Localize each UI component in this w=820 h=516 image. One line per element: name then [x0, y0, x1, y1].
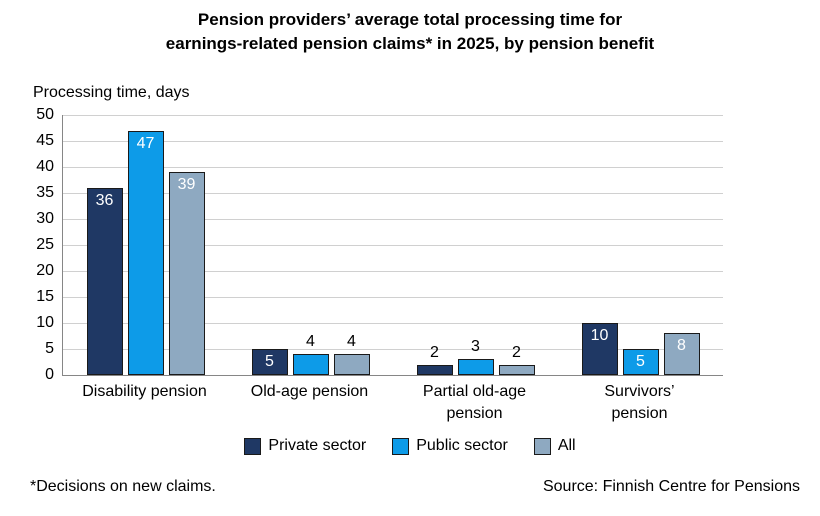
plot-area: [0, 106, 820, 385]
bar-value-label: 36: [95, 191, 114, 209]
bar-group: [252, 115, 370, 375]
bar: [87, 188, 123, 375]
y-axis-tick-label: 0: [45, 366, 54, 383]
bar: [334, 354, 370, 375]
bar-series-container: [63, 115, 723, 375]
bar: [499, 365, 535, 375]
y-axis-tick-labels: [0, 106, 62, 383]
bar: [293, 354, 329, 375]
legend-swatch: [534, 438, 551, 455]
x-axis-label-line: pension: [611, 405, 668, 422]
bar: [417, 365, 453, 375]
bar: [169, 172, 205, 375]
y-axis-tick-label: 20: [36, 262, 54, 279]
x-axis-label-line: Old-age pension: [250, 383, 369, 400]
footnote-text: *Decisions on new claims.: [30, 478, 216, 495]
bar-value-label: 2: [512, 343, 521, 361]
source-text: Source: Finnish Centre for Pensions: [542, 478, 800, 495]
y-axis-tick-label: 40: [36, 158, 54, 175]
legend-label: Private sector: [268, 437, 367, 454]
y-axis-title: Processing time, days: [33, 84, 190, 101]
bar-value-label: 4: [306, 333, 315, 351]
chart-title-line-2: earnings-related pension claims* in 2025, by pension benefit: [165, 34, 655, 53]
y-axis-tick-label: 15: [36, 288, 54, 305]
x-axis-label-line: Disability pension: [82, 383, 207, 400]
y-axis-tick-label: 10: [36, 314, 54, 331]
y-axis-tick-label: 5: [45, 340, 54, 357]
legend-swatch: [392, 438, 409, 455]
chart-legend: [0, 437, 820, 455]
legend-item: [244, 437, 366, 455]
bar-group: [582, 115, 700, 375]
x-axis-label-line: pension: [446, 405, 503, 422]
legend-item: [392, 437, 508, 455]
bar-group: [417, 115, 535, 375]
chart-title: [0, 0, 820, 56]
bar-value-label: 2: [430, 343, 439, 361]
bar-value-label: 4: [347, 333, 356, 351]
plot-canvas: [62, 115, 723, 376]
bar: [458, 359, 494, 375]
y-axis-tick-label: 45: [36, 132, 54, 149]
x-axis-label: [557, 381, 722, 425]
legend-label: All: [557, 437, 576, 454]
legend-label: Public sector: [416, 437, 508, 454]
x-axis-category-labels: [62, 381, 722, 441]
y-axis-tick-label: 50: [36, 106, 54, 123]
bar-value-label: 8: [677, 337, 686, 355]
y-axis-tick-label: 30: [36, 210, 54, 227]
bar-value-label: 47: [136, 134, 155, 152]
bar-group: [87, 115, 205, 375]
x-axis-label: [392, 381, 557, 425]
x-axis-label: [62, 381, 227, 403]
x-axis-label-line: Partial old-age: [422, 383, 527, 400]
x-axis-label: [227, 381, 392, 403]
bar-value-label: 39: [177, 176, 196, 194]
y-axis-tick-label: 25: [36, 236, 54, 253]
legend-item: [534, 437, 576, 455]
chart-title-line-1: Pension providers’ average total processing time for: [197, 10, 623, 29]
x-axis-label-line: Survivors’: [604, 383, 675, 400]
y-axis-tick-label: 35: [36, 184, 54, 201]
bar-value-label: 5: [265, 353, 274, 370]
legend-swatch: [244, 438, 261, 455]
bar: [128, 131, 164, 375]
bar-value-label: 3: [471, 338, 480, 356]
bar-value-label: 5: [636, 353, 645, 370]
bar-value-label: 10: [590, 327, 609, 344]
